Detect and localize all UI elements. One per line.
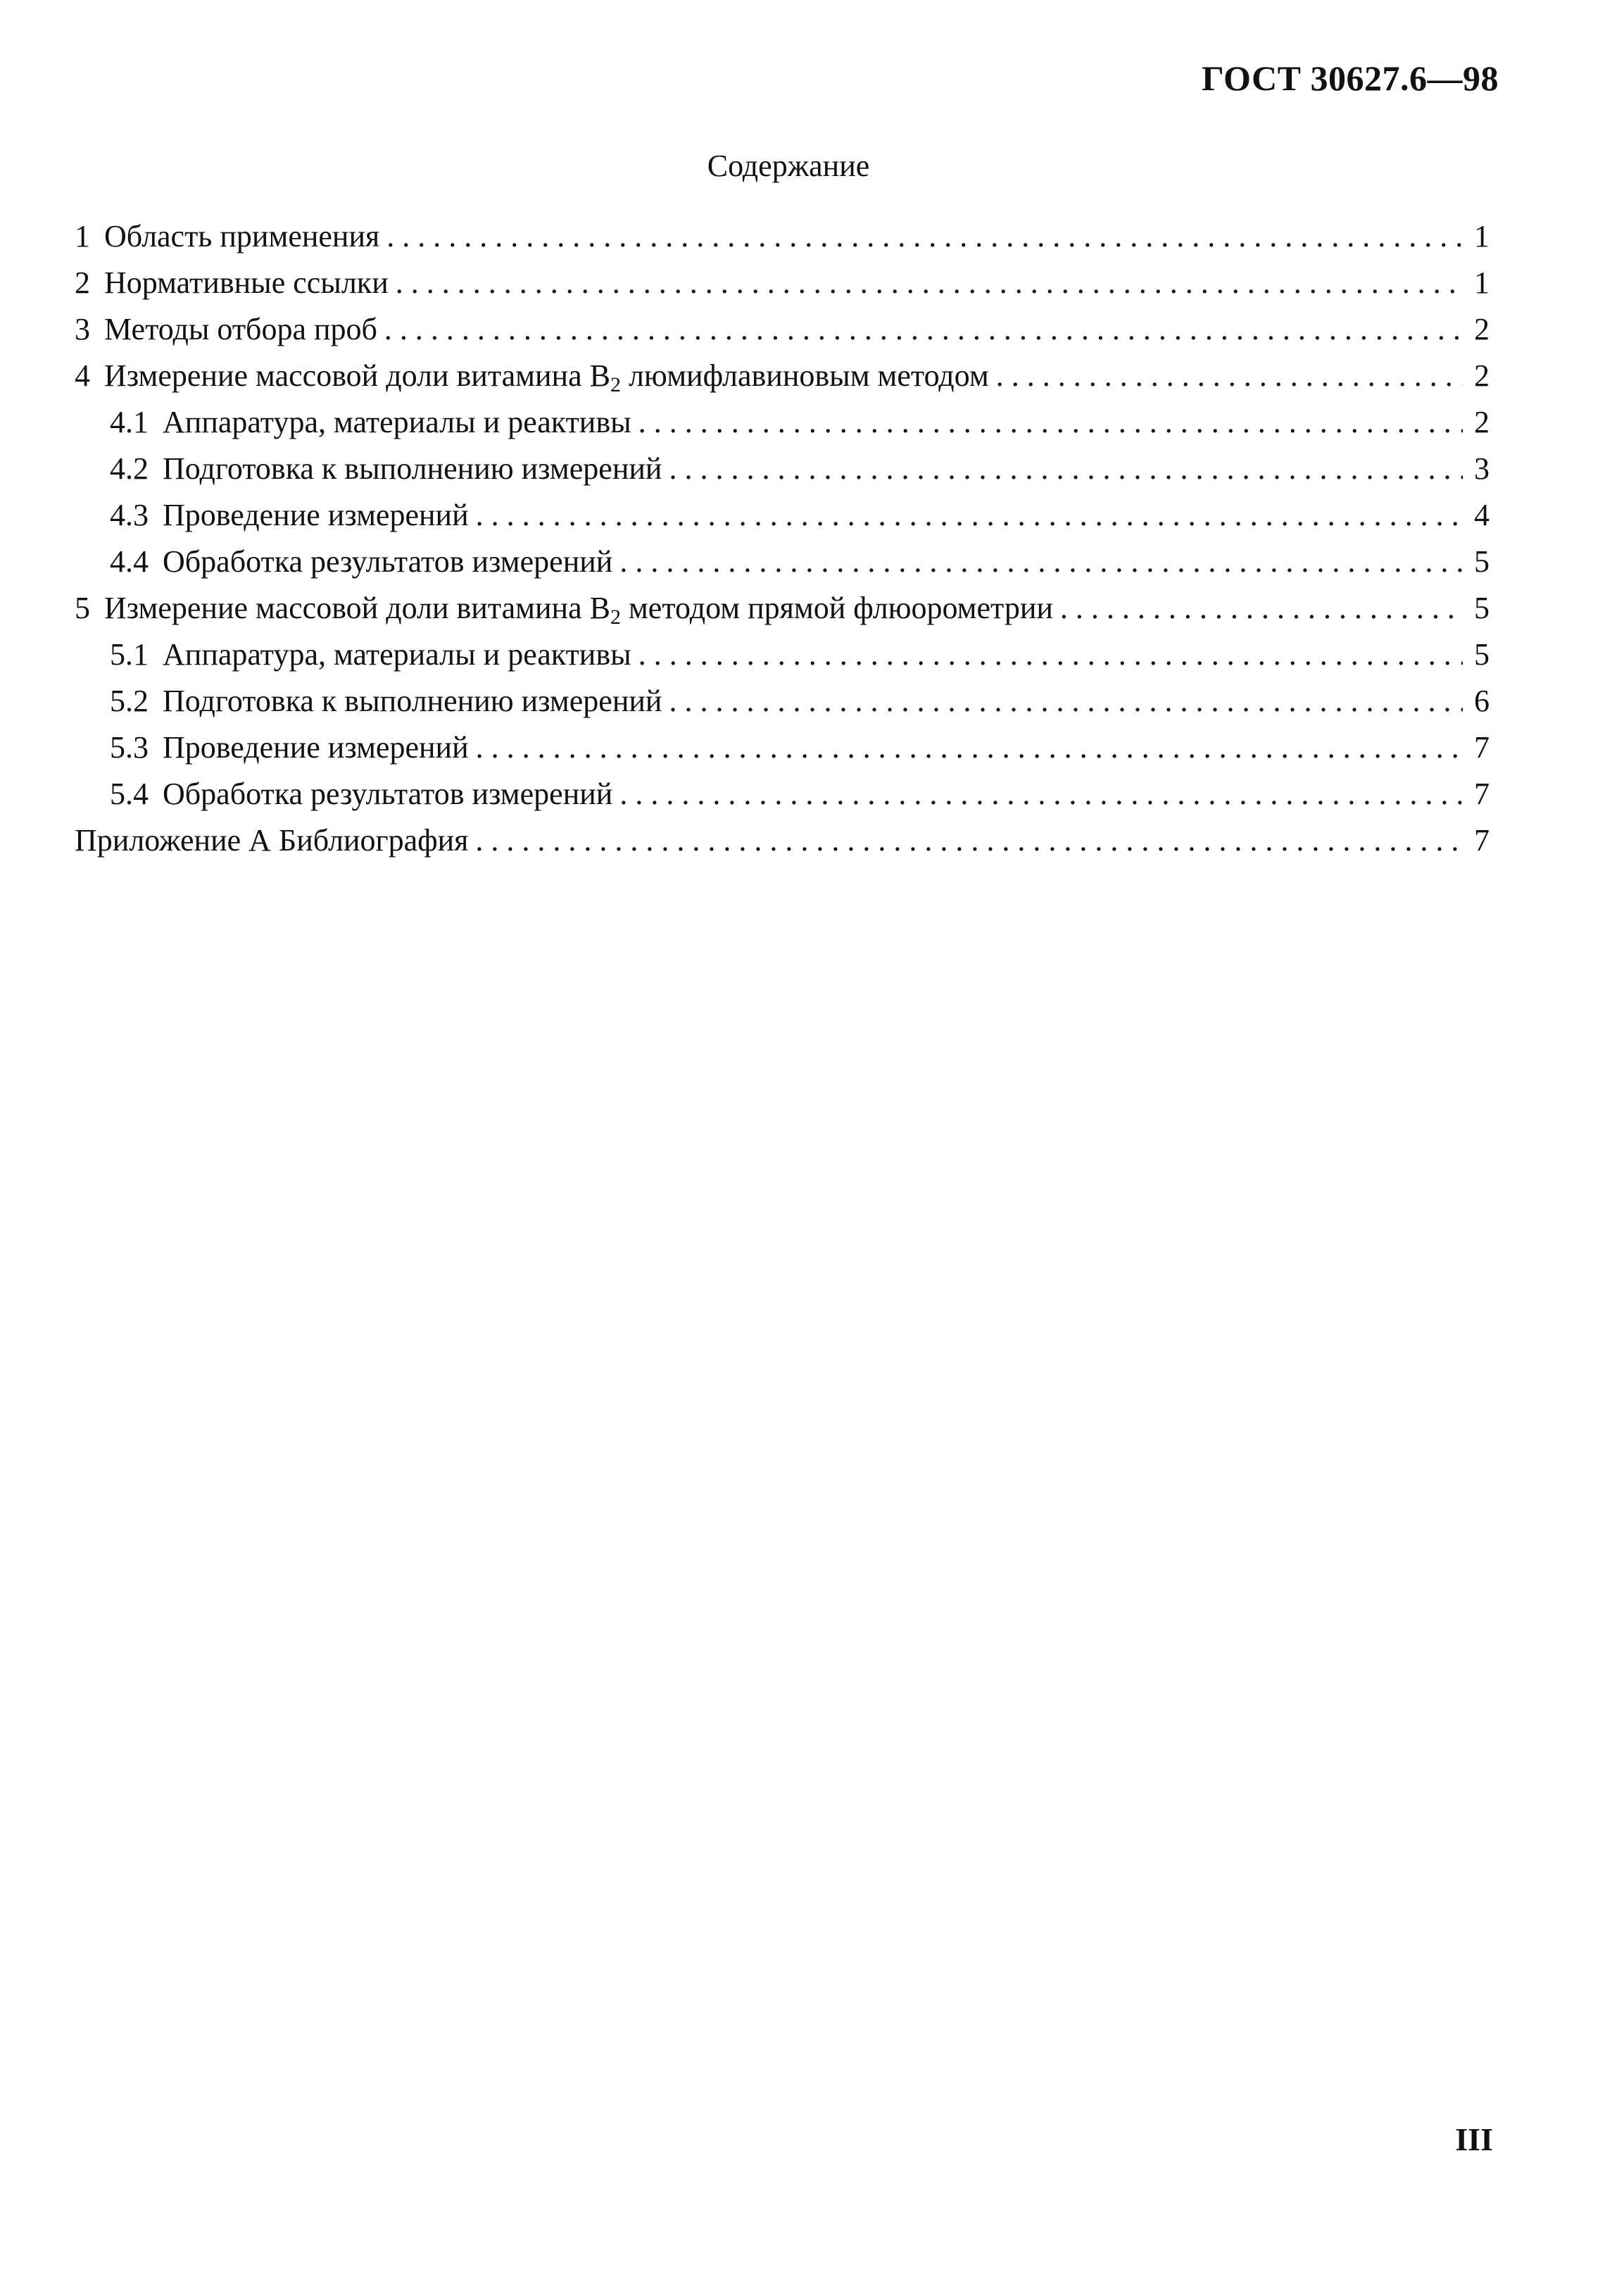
toc-leader-dots bbox=[619, 539, 1463, 585]
toc-entry-page: 5 bbox=[1474, 544, 1490, 579]
toc-entry-label: Методы отбора проб bbox=[104, 312, 377, 346]
toc-entry-page: 7 bbox=[1474, 777, 1490, 811]
toc-leader-dots bbox=[386, 213, 1463, 260]
toc-entry[interactable] bbox=[75, 446, 1490, 492]
table-of-contents bbox=[75, 213, 1490, 864]
toc-entry-label: Обработка результатов измерений bbox=[163, 777, 613, 811]
toc-leader-dots bbox=[1060, 585, 1463, 632]
toc-entry-number: 4.4 bbox=[110, 544, 149, 579]
toc-leader-dots bbox=[476, 724, 1463, 771]
toc-entry-number: 2 bbox=[75, 265, 90, 300]
toc-entry-label: Подготовка к выполнению измерений bbox=[163, 451, 662, 486]
toc-entry-number: 4.1 bbox=[110, 405, 149, 439]
toc-entry-label-text: Измерение массовой доли витамина В bbox=[104, 591, 610, 625]
toc-leader-dots bbox=[996, 353, 1463, 399]
toc-entry-page: 7 bbox=[1474, 730, 1490, 765]
toc-entry-page: 3 bbox=[1474, 451, 1490, 486]
toc-entry-page: 4 bbox=[1474, 498, 1490, 532]
toc-leader-dots bbox=[384, 306, 1463, 353]
toc-entry-label: Обработка результатов измерений bbox=[163, 544, 613, 579]
toc-entry-label bbox=[104, 585, 1053, 632]
toc-entry[interactable] bbox=[75, 632, 1490, 678]
toc-entry-label-text: методом прямой флюорометрии bbox=[620, 591, 1053, 625]
toc-entry-label: Область применения bbox=[104, 219, 380, 253]
toc-entry-page: 1 bbox=[1474, 265, 1490, 300]
toc-entry-label: Приложение А Библиография bbox=[75, 823, 469, 858]
toc-entry-label: Аппаратура, материалы и реактивы bbox=[163, 637, 631, 672]
subscript: 2 bbox=[610, 373, 621, 396]
toc-entry-page: 5 bbox=[1474, 591, 1490, 625]
toc-entry-label: Нормативные ссылки bbox=[104, 265, 389, 300]
toc-entry[interactable] bbox=[75, 539, 1490, 585]
toc-entry-appendix[interactable] bbox=[75, 817, 1490, 864]
toc-entry[interactable] bbox=[75, 678, 1490, 724]
toc-entry[interactable] bbox=[75, 260, 1490, 306]
toc-entry-label: Проведение измерений bbox=[163, 498, 469, 532]
toc-entry-page: 5 bbox=[1474, 637, 1490, 672]
toc-leader-dots bbox=[619, 771, 1463, 817]
toc-entry-number: 4.3 bbox=[110, 498, 149, 532]
toc-entry[interactable] bbox=[75, 353, 1490, 399]
toc-entry-page: 2 bbox=[1474, 358, 1490, 393]
toc-entry-number: 3 bbox=[75, 312, 90, 346]
toc-entry-page: 1 bbox=[1474, 219, 1490, 253]
subscript: 2 bbox=[610, 606, 621, 629]
toc-leader-dots bbox=[475, 817, 1463, 864]
toc-leader-dots bbox=[669, 446, 1463, 492]
toc-entry-number: 5.2 bbox=[110, 684, 149, 718]
toc-entry-page: 6 bbox=[1474, 684, 1490, 718]
toc-leader-dots bbox=[476, 492, 1463, 539]
document-code: ГОСТ 30627.6—98 bbox=[1201, 58, 1499, 98]
toc-leader-dots bbox=[638, 632, 1463, 678]
toc-entry-number: 4 bbox=[75, 358, 90, 393]
toc-entry-label bbox=[104, 353, 989, 399]
toc-entry-number: 5 bbox=[75, 591, 90, 625]
toc-entry-label: Подготовка к выполнению измерений bbox=[163, 684, 662, 718]
toc-entry-page: 7 bbox=[1474, 823, 1490, 858]
page-number: III bbox=[1455, 2121, 1493, 2157]
toc-entry-number: 4.2 bbox=[110, 451, 149, 486]
toc-entry-number: 1 bbox=[75, 219, 90, 253]
toc-entry-page: 2 bbox=[1474, 312, 1490, 346]
toc-entry[interactable] bbox=[75, 585, 1490, 632]
toc-entry-label: Проведение измерений bbox=[163, 730, 469, 765]
toc-entry-label-text: люмифлавиновым методом bbox=[620, 358, 989, 393]
toc-entry[interactable] bbox=[75, 306, 1490, 353]
toc-entry-number: 5.3 bbox=[110, 730, 149, 765]
toc-entry-number: 5.1 bbox=[110, 637, 149, 672]
toc-leader-dots bbox=[669, 678, 1463, 724]
toc-entry-label-text: Измерение массовой доли витамина В bbox=[104, 358, 610, 393]
toc-entry[interactable] bbox=[75, 492, 1490, 539]
toc-leader-dots bbox=[396, 260, 1463, 306]
toc-entry-number: 5.4 bbox=[110, 777, 149, 811]
toc-entry[interactable] bbox=[75, 213, 1490, 260]
toc-title: Содержание bbox=[707, 149, 870, 183]
toc-leader-dots bbox=[638, 399, 1463, 446]
toc-entry-label: Аппаратура, материалы и реактивы bbox=[163, 405, 631, 439]
toc-entry[interactable] bbox=[75, 771, 1490, 817]
toc-entry[interactable] bbox=[75, 724, 1490, 771]
toc-entry-page: 2 bbox=[1474, 405, 1490, 439]
toc-entry[interactable] bbox=[75, 399, 1490, 446]
